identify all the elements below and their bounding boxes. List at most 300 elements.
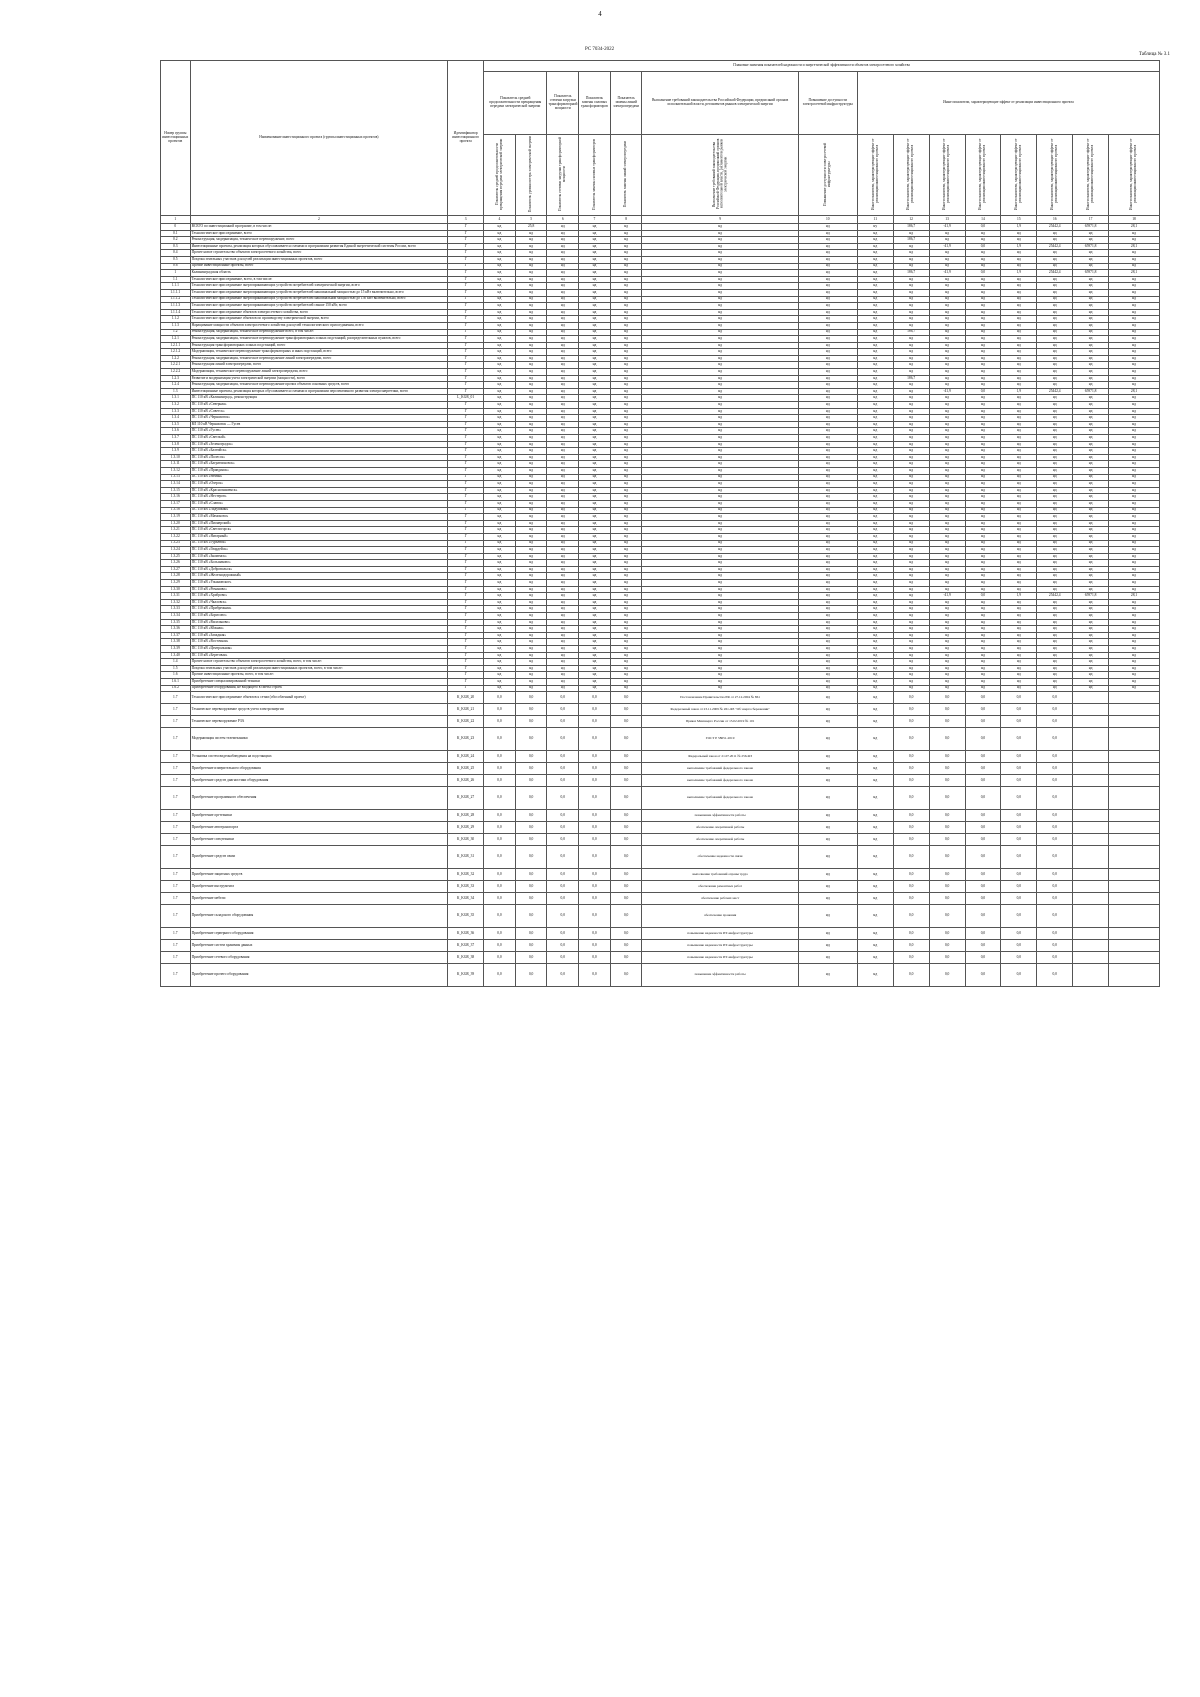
value-cell: нд (965, 652, 1001, 659)
row-number-cell: 1.7 (161, 822, 191, 834)
empty-cell (1073, 822, 1109, 834)
value-cell: нд (893, 316, 929, 323)
value-cell: нд (484, 428, 516, 435)
project-name-cell: ПС 110 кВ «Балтийск» (190, 448, 448, 455)
value-cell: 0,0 (893, 775, 929, 787)
row-number-cell: 1.2.2.1 (161, 362, 191, 369)
value-cell: нд (547, 540, 579, 547)
value-cell: нд (610, 421, 642, 428)
value-cell: нд (547, 514, 579, 521)
row-number-cell: 1.7 (161, 893, 191, 905)
value-cell: нд (610, 388, 642, 395)
value-cell: нд (547, 527, 579, 534)
value-cell: нд (515, 619, 547, 626)
value-cell: нд (929, 435, 965, 442)
value-cell: нд (1073, 619, 1109, 626)
value-cell: нд (1109, 263, 1160, 270)
normative-basis-cell: обеспечение оперативной работы (642, 834, 798, 846)
value-cell: нд (929, 560, 965, 567)
value-cell: 0,0 (1001, 869, 1037, 881)
value-cell: нд (1073, 415, 1109, 422)
value-cell: нд (1001, 646, 1037, 653)
value-cell: нд (642, 408, 798, 415)
value-cell: нд (610, 678, 642, 685)
value-cell: 0,0 (579, 716, 611, 728)
empty-cell (1073, 952, 1109, 964)
value-cell: нд (1109, 547, 1160, 554)
value-cell: нд (798, 763, 857, 775)
row-number-cell: 1.3.40 (161, 652, 191, 659)
row-number-cell: 1.7 (161, 928, 191, 940)
header-sub-g: Повышение доступности электросетевой инфраструктуры (798, 72, 857, 135)
value-cell: нд (547, 316, 579, 323)
row-number-cell: 1.3.27 (161, 566, 191, 573)
value-cell: -41,9 (929, 388, 965, 395)
value-cell: нд (929, 514, 965, 521)
table-row (161, 716, 1160, 728)
value-cell: нд (965, 276, 1001, 283)
value-cell: нд (610, 428, 642, 435)
value-cell: 0,0 (610, 716, 642, 728)
value-cell: нд (798, 494, 857, 501)
lower-table-body (161, 692, 1160, 987)
value-cell: нд (1073, 237, 1109, 244)
value-cell: нд (1073, 316, 1109, 323)
value-cell: нд (965, 375, 1001, 382)
value-cell: нд (1001, 678, 1037, 685)
value-cell: нд (1109, 665, 1160, 672)
table-row (161, 704, 1160, 716)
value-cell: нд (965, 250, 1001, 257)
normative-basis-cell: выполнение требований федерального закона (642, 775, 798, 787)
value-cell: нд (1109, 349, 1160, 356)
value-cell: нд (1109, 553, 1160, 560)
project-name-cell: Реконструкция, модернизация, техническое перевооружение прочих объектов основных средств, всего (190, 382, 448, 389)
value-cell: нд (642, 329, 798, 336)
value-cell: нд (857, 263, 893, 270)
value-cell: нд (798, 881, 857, 893)
empty-cell (1073, 893, 1109, 905)
value-cell: нд (515, 540, 547, 547)
value-cell: нд (610, 593, 642, 600)
project-name-cell: Приобретение мебели (190, 893, 448, 905)
value-cell: нд (893, 369, 929, 376)
value-cell: нд (798, 678, 857, 685)
value-cell: нд (1037, 382, 1073, 389)
project-id-cell: Г (448, 593, 484, 600)
value-cell: нд (929, 573, 965, 580)
value-cell: нд (798, 606, 857, 613)
value-cell: нд (798, 336, 857, 343)
empty-cell (1109, 834, 1160, 846)
value-cell: нд (610, 289, 642, 296)
project-name-cell: ПС 110 кВ «Советск» (190, 408, 448, 415)
value-cell: нд (579, 276, 611, 283)
row-number-cell: 1.3.25 (161, 553, 191, 560)
value-cell: 0,0 (965, 224, 1001, 231)
value-cell: нд (515, 230, 547, 237)
project-name-cell: Реконструкция, модернизация, техническое перевооружение всего, в том числе: (190, 329, 448, 336)
empty-cell (1109, 704, 1160, 716)
value-cell: нд (610, 243, 642, 250)
value-cell: нд (893, 672, 929, 679)
value-cell: нд (857, 461, 893, 468)
value-cell: нд (893, 408, 929, 415)
value-cell: нд (893, 500, 929, 507)
project-name-cell: Развитие и модернизация учета электрической энергии (мощности), всего (190, 375, 448, 382)
value-cell: 0,0 (965, 834, 1001, 846)
value-cell: нд (1001, 474, 1037, 481)
value-cell: нд (515, 448, 547, 455)
value-cell: 0,0 (1001, 751, 1037, 763)
value-cell: нд (1001, 685, 1037, 692)
project-id-cell: Г (448, 435, 484, 442)
project-name-cell: ПС 110 кВ «Западная» (190, 632, 448, 639)
project-name-cell: Наращивание мощности объектов электросетевого хозяйства для целей технологического присоединения, всего (190, 322, 448, 329)
value-cell: нд (929, 309, 965, 316)
value-cell: нд (579, 507, 611, 514)
value-cell: нд (547, 494, 579, 501)
value-cell: нд (547, 672, 579, 679)
value-cell: нд (965, 349, 1001, 356)
row-number-cell: 1.3.4 (161, 415, 191, 422)
value-cell: нд (893, 388, 929, 395)
project-id-cell: Г (448, 454, 484, 461)
value-cell: нд (1037, 329, 1073, 336)
value-cell: нд (965, 289, 1001, 296)
value-cell: нд (965, 316, 1001, 323)
row-number-cell: 1.1.1.4 (161, 309, 191, 316)
table-row (161, 606, 1160, 613)
value-cell: нд (547, 250, 579, 257)
value-cell: нд (893, 494, 929, 501)
value-cell: нд (515, 494, 547, 501)
page-number: 4 (598, 10, 602, 18)
project-name-cell: Приобретение средств связи (190, 846, 448, 869)
header-rot-5: Показатель замены линий электропередачи (610, 135, 642, 216)
empty-cell (1109, 846, 1160, 869)
value-cell: нд (1109, 289, 1160, 296)
value-cell: нд (1037, 303, 1073, 310)
value-cell: нд (1001, 573, 1037, 580)
project-id-cell: Г (448, 283, 484, 290)
row-number-cell: 1.3.7 (161, 435, 191, 442)
value-cell: нд (642, 243, 798, 250)
project-id-cell: К_KGR_39 (448, 964, 484, 987)
value-cell: нд (1037, 349, 1073, 356)
value-cell: нд (965, 309, 1001, 316)
value-cell: нд (1001, 626, 1037, 633)
value-cell: 0,0 (484, 881, 516, 893)
value-cell: нд (1109, 474, 1160, 481)
value-cell: нд (610, 415, 642, 422)
value-cell: нд (642, 342, 798, 349)
value-cell: нд (642, 355, 798, 362)
value-cell: 0,0 (929, 893, 965, 905)
value-cell: 0,0 (547, 728, 579, 751)
value-cell: нд (893, 289, 929, 296)
value-cell: 0,0 (610, 751, 642, 763)
value-cell: нд (1037, 606, 1073, 613)
project-name-cell: Приобретение автотранспорта (190, 822, 448, 834)
column-number-row (161, 216, 1160, 224)
value-cell: нд (857, 846, 893, 869)
value-cell: нд (642, 494, 798, 501)
value-cell: нд (484, 547, 516, 554)
project-name-cell: ПС 110 кВ «Северная» (190, 402, 448, 409)
project-id-cell: К_KGR_36 (448, 928, 484, 940)
value-cell: нд (547, 441, 579, 448)
value-cell: нд (1073, 369, 1109, 376)
value-cell: нд (1109, 487, 1160, 494)
value-cell: нд (610, 382, 642, 389)
value-cell: нд (1001, 540, 1037, 547)
value-cell: нд (547, 533, 579, 540)
project-id-cell: Г (448, 421, 484, 428)
value-cell: 0,0 (893, 728, 929, 751)
empty-cell (1073, 775, 1109, 787)
value-cell: нд (1001, 263, 1037, 270)
value-cell: 0,0 (547, 834, 579, 846)
value-cell: нд (929, 652, 965, 659)
value-cell: нд (857, 435, 893, 442)
value-cell: 0,0 (579, 952, 611, 964)
value-cell: нд (547, 665, 579, 672)
project-id-cell: Г (448, 296, 484, 303)
value-cell: 0,0 (965, 728, 1001, 751)
project-id-cell: Г (448, 487, 484, 494)
value-cell: 0,0 (547, 869, 579, 881)
project-id-cell: Г (448, 303, 484, 310)
value-cell: нд (893, 659, 929, 666)
value-cell: нд (579, 237, 611, 244)
table-row (161, 763, 1160, 775)
value-cell: нд (1109, 481, 1160, 488)
row-number-cell: 1.2.2 (161, 355, 191, 362)
project-id-cell: Г (448, 672, 484, 679)
value-cell: нд (579, 402, 611, 409)
project-id-cell: Г (448, 388, 484, 395)
value-cell: нд (929, 256, 965, 263)
project-name-cell: Приобретение защитных средств (190, 869, 448, 881)
table-row (161, 599, 1160, 606)
header-group-title: Плановые значения показателей надежности и энергетической эффективности объектов электросетевого хозяйства (484, 61, 1160, 72)
table-row (161, 952, 1160, 964)
value-cell: нд (893, 507, 929, 514)
value-cell: нд (610, 646, 642, 653)
value-cell: 186,7 (893, 270, 929, 277)
value-cell: нд (798, 665, 857, 672)
value-cell: 1,9 (1001, 388, 1037, 395)
row-number-cell: 1.3.3 (161, 408, 191, 415)
value-cell: нд (1001, 441, 1037, 448)
value-cell: 0,0 (965, 763, 1001, 775)
value-cell: 0,0 (547, 787, 579, 810)
value-cell: 1,9 (1001, 270, 1037, 277)
value-cell: нд (929, 421, 965, 428)
table-row (161, 487, 1160, 494)
row-number-cell: 1.3.33 (161, 606, 191, 613)
value-cell: нд (642, 474, 798, 481)
header-sub-d: Показатель замены силовых трансформаторов (579, 72, 611, 135)
empty-cell (1109, 787, 1160, 810)
project-name-cell: Техническое перевооружение средств учета электроэнергии (190, 704, 448, 716)
header-sub-c: Показатель степени загрузки трансформаторной мощности (547, 72, 579, 135)
value-cell: нд (857, 487, 893, 494)
value-cell: нд (1109, 527, 1160, 534)
value-cell: 0,0 (484, 952, 516, 964)
value-cell: нд (547, 467, 579, 474)
row-number-cell: 1.3.31 (161, 593, 191, 600)
table-row (161, 893, 1160, 905)
project-id-cell: К_KGR_38 (448, 952, 484, 964)
project-id-cell: Г (448, 336, 484, 343)
header-rot-15: Иные показатели, характеризующие эффект от реализации инвестиционного проекта (1109, 135, 1160, 216)
value-cell: нд (1001, 566, 1037, 573)
value-cell: 0,0 (893, 881, 929, 893)
row-number-cell: 0.5 (161, 256, 191, 263)
value-cell: нд (965, 362, 1001, 369)
table-row (161, 580, 1160, 587)
table-row (161, 500, 1160, 507)
value-cell: нд (515, 613, 547, 620)
row-number-cell: 1.2.1 (161, 336, 191, 343)
value-cell: нд (798, 256, 857, 263)
table-row (161, 474, 1160, 481)
value-cell: нд (642, 646, 798, 653)
project-name-cell: ПС 110 кВ «Светлогорск» (190, 527, 448, 534)
project-id-cell: Г (448, 243, 484, 250)
value-cell: 0,0 (1037, 704, 1073, 716)
value-cell: нд (1037, 454, 1073, 461)
value-cell: нд (547, 322, 579, 329)
value-cell: нд (579, 283, 611, 290)
value-cell: нд (1037, 395, 1073, 402)
value-cell: нд (484, 540, 516, 547)
value-cell: нд (929, 395, 965, 402)
value-cell: 0,0 (547, 810, 579, 822)
value-cell: нд (579, 665, 611, 672)
empty-cell (1073, 964, 1109, 987)
value-cell: нд (965, 448, 1001, 455)
project-name-cell: Покупка земельных участков для целей реализации инвестиционных проектов, всего, в том числе: (190, 665, 448, 672)
value-cell: 0,0 (515, 704, 547, 716)
value-cell: нд (1037, 520, 1073, 527)
value-cell: нд (1001, 507, 1037, 514)
value-cell: нд (642, 362, 798, 369)
value-cell: 0,0 (1037, 751, 1073, 763)
value-cell: нд (515, 527, 547, 534)
value-cell: нд (515, 632, 547, 639)
value-cell: нд (610, 296, 642, 303)
value-cell: нд (1073, 428, 1109, 435)
value-cell: нд (965, 553, 1001, 560)
value-cell: нд (484, 362, 516, 369)
value-cell: нд (1109, 461, 1160, 468)
value-cell: нд (642, 402, 798, 409)
value-cell: нд (798, 342, 857, 349)
value-cell: нд (1109, 678, 1160, 685)
value-cell: нд (929, 441, 965, 448)
column-number: 2 (190, 216, 448, 224)
value-cell: нд (893, 527, 929, 534)
value-cell: нд (610, 632, 642, 639)
value-cell: нд (893, 448, 929, 455)
table-row (161, 553, 1160, 560)
value-cell: нд (642, 441, 798, 448)
value-cell: нд (579, 487, 611, 494)
empty-cell (1073, 846, 1109, 869)
value-cell: нд (1037, 566, 1073, 573)
empty-cell (1073, 704, 1109, 716)
table-row (161, 639, 1160, 646)
table-row (161, 303, 1160, 310)
value-cell: нд (893, 474, 929, 481)
value-cell: нд (857, 810, 893, 822)
value-cell: нд (929, 646, 965, 653)
project-id-cell: Г (448, 659, 484, 666)
project-name-cell: Приобретение оргтехники (190, 810, 448, 822)
value-cell: нд (929, 355, 965, 362)
value-cell: 0,0 (1001, 881, 1037, 893)
project-id-cell: Г (448, 613, 484, 620)
value-cell: 0,0 (1037, 952, 1073, 964)
value-cell: 0,0 (515, 763, 547, 775)
value-cell: нд (610, 619, 642, 626)
value-cell: нд (965, 626, 1001, 633)
value-cell: нд (965, 527, 1001, 534)
value-cell: нд (579, 652, 611, 659)
value-cell: нд (1073, 230, 1109, 237)
value-cell: нд (798, 421, 857, 428)
row-number-cell: 1.7 (161, 775, 191, 787)
value-cell: нд (579, 626, 611, 633)
value-cell: нд (515, 626, 547, 633)
value-cell: нд (515, 566, 547, 573)
value-cell: 0,0 (515, 952, 547, 964)
value-cell: 0,0 (579, 763, 611, 775)
value-cell: нд (484, 527, 516, 534)
value-cell: нд (893, 580, 929, 587)
value-cell: нд (857, 289, 893, 296)
row-number-cell: 1.3.23 (161, 540, 191, 547)
value-cell: нд (1073, 395, 1109, 402)
value-cell: нд (579, 527, 611, 534)
project-name-cell: ПС 110 кВ «Храброво» (190, 593, 448, 600)
value-cell: нд (857, 448, 893, 455)
value-cell: нд (893, 461, 929, 468)
value-cell: нд (798, 395, 857, 402)
value-cell: нд (798, 599, 857, 606)
value-cell: нд (1073, 250, 1109, 257)
value-cell: нд (484, 256, 516, 263)
value-cell: 0,0 (929, 822, 965, 834)
value-cell: нд (515, 243, 547, 250)
value-cell: нд (1073, 507, 1109, 514)
value-cell: нд (1073, 303, 1109, 310)
value-cell: 0,0 (893, 810, 929, 822)
value-cell: 1,9 (1001, 243, 1037, 250)
project-id-cell: Г (448, 540, 484, 547)
value-cell: 0,0 (610, 775, 642, 787)
value-cell: нд (579, 467, 611, 474)
column-number: 16 (1037, 216, 1073, 224)
value-cell: 0,0 (547, 692, 579, 704)
value-cell: 65971,8 (1073, 593, 1109, 600)
value-cell: нд (929, 230, 965, 237)
row-number-cell: 1.3.36 (161, 626, 191, 633)
value-cell: нд (893, 256, 929, 263)
